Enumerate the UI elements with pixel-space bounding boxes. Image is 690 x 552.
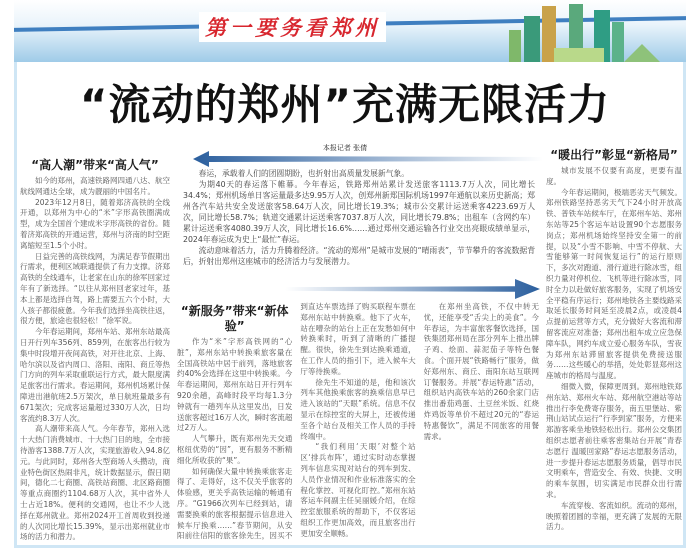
paragraph: 在郑州坐高铁，不仅中转无忧，还能享受“舌尖上的美食”。今年春运，为丰富旅客餐饮选择，国铁集团郑州局在部分列车上推出牌子鸡、烩面、蒜泥茄子等特色餐食。个面开展“铁路畅行”服务，做好郑州东、商丘、南阳东站互联网订餐服务。并展“春运特惠”活动，组织站内高铁车站的260余家门店推出番茄鸡蛋、土豆丝米饭、红烧炸鸡饭等单价不超过20元的“春运特惠餐饮”，满足不同旅客的用餐需求。 <box>423 302 539 441</box>
paragraph: 人气攀升，既有郑州先天交通枢纽优势的“因”，更有服务不断精细化所收获的“果”。 <box>177 434 293 465</box>
paragraph: 徐先生不知道的是，他和该次列车其他换乘旅客的换乘信息早已进入该站的“天眼”系统。信息不仅显示在综控室的大屏上，还被传递至各个站台及相关工作人员的手持终端中。 <box>300 377 416 441</box>
section-heading: “高人潮”带来“高人气” <box>31 158 159 172</box>
intro-text <box>183 168 535 267</box>
paragraph: 作为“米”字形高铁网的“心脏”，郑州东站中转换乘旅客量在全国高铁站中居于前列，落地旅客约40%会选择在这里中转换乘。今年春运期间，郑州东站日开行列车920余趟，高峰时段平均每1.3分钟就有一趟列车从这里发出，日发送旅客超过16万人次，瞬时客流超过2万人。 <box>177 337 293 433</box>
paragraph: 为期40天的春运落下帷幕。今年春运，铁路郑州站累计发送旅客1113.7万人次，同比增长34.4%；郑州机场单日客运量最多达9.95万人次，创郑州新郑国际机场1997年通航以来历史新高；郑州各汽车站共安全发送旅客58.64万人次，同比增长19.3%；城市公交累计运送乘客4223.69万人次，同比增长58.7%；轨道交通累计运送乘客7037.8万人次，同比增长79.8%；出租车（含网约车）累计运送乘客4080.39万人次，同比增长16.6%……通过郑州交通运输各行业交出亮眼成绩单显示，2024年春运成为史上“最忙”春运。 <box>183 180 535 244</box>
paragraph: 今年春运期间，郑州车站、郑州东站最高日开行列车356列、859列，在旅客出行较为集中时段增开夜间高铁，对开往北京、上海、哈尔滨以及省内周口、洛阳、南阳、商丘等热门方向的列车采取重联运行方式，最大限度满足旅客出行需求。春运期间，郑州机场累计保障进出港航班2.5万架次，单日航班量最多有671架次；完成客运量超过330万人次，日均客流约8.3万人次。 <box>20 327 170 423</box>
headline: “流动的郑州”充满无限活力 <box>79 80 611 129</box>
column-1 <box>20 156 170 543</box>
arrow-left-icon <box>193 151 543 167</box>
paragraph: 2023年12月8日，随着郑济高铁的全线开通，以郑州为中心的“米”字形高铁圈满成型，成为全国首个建成米字形高铁的省份。随着济郑高铁的开通运营，郑州与济南的时空距离缩短至1.5个小时。 <box>20 197 170 250</box>
section-heading: “暖出行”彰显“新格局” <box>550 148 678 162</box>
column-right <box>546 146 682 533</box>
paragraph: 城市发展不仅要有高度，更要有温度。 <box>546 166 682 186</box>
paragraph: 日益完善的高铁线网，为满足春节假期出行需求，便利区域联通提供了有力支撑。济郑高铁的全线通车，让老家在山东的徐军回家过年有了新选择。“以往从郑州回老家过年，基本上都是选择自驾，路上需要五六个小时，大人孩子都很疲惫。今年我们选择坐高铁往返，很方便，旅途也很轻松！”徐军说。 <box>20 251 170 326</box>
banner-title: 第一要务看郑州 <box>199 12 386 42</box>
paragraph: 车流穿梭、客流如织。流动的郑州，映照着团圆的幸福，更充满了发展的无限活力。 <box>546 500 682 532</box>
paragraph: 如何确保大量中转换乘旅客走得了、走得好，这不仅关乎旅客的体验感，更关乎高铁运输的畅通有序。“G1966次列车已经到站，请需要换乘的旅客根据提示信息进入候车厅换乘……”春节期间，从安阳前往信阳的旅客徐先生，因买不到直达车票选择了购买联程车票在郑州东站中转换乘。他下了火车，站在嘈杂的站台上正在发愁如何中转换乘时，听到了清晰的广播提醒。很快，徐先生到达换乘通道，在工作人员的指引下，进入候车大厅等待换乘。 <box>177 302 416 541</box>
section-banner <box>14 0 686 62</box>
paragraph: “我们利用‘天眼’对整个站区‘排兵布阵’，通过实时动态掌握列车信息实现对站台的列车到发、人员作业情况和作业标准落实的全程化掌控、可视化盯控。”郑州东站客运车间副主任吴丽媛介绍，在综控室旅服系统的帮助下，不仅客运组织工作更加高效，而且旅客出行更加安全顺畅。 <box>300 442 416 538</box>
columns-middle <box>177 302 539 544</box>
paragraph: 如今的郑州，高速铁路网四通八达、航空航线网通达全球，成为靓丽的中国名片。 <box>20 176 170 196</box>
paragraph: 流动意味着活力，活力升腾着经济。“流动的郑州”是城市发展的“晴雨表”，节节攀升的客流数据背后，折射出郑州这座城市的经济活力与发展潜力。 <box>183 246 535 266</box>
paragraph: 高人潮带来高人气。今年春节，郑州入选十大热门消费城市、十大热门目的地，全市接待游客1388.7万人次，实现旅游收入94.8亿元。与此同时，郑州各大型商场人头攒动，商业特色街区热闹非凡，统计数据显示，假日期间，德化二七商圈、高铁站商圈、北区路商圈等重点商圈约1104.68万人次，其中省外人士占近18%。便利的交通网，也让不少人选择在郑州就业。郑州2024开工首周收到投递的人次同比增长15.39%，显示出郑州就业市场的活力和潜力。 <box>20 424 170 542</box>
intro-box <box>175 145 545 300</box>
paragraph: 春运，承载着人们的团圆期盼，也折射出高质量发展新气象。 <box>198 169 410 178</box>
city-skyline-icon <box>494 2 669 62</box>
section-heading: “新服务”带来“新体验” <box>180 304 289 333</box>
paragraph: 细微入微，保障更周到。郑州地铁郑州东站、郑州火车站、郑州航空港站等站推出行李免费寄存服务，南五里堡站、紫荆山站试点运行“行李到家”服务，方便来郑游客乘坐地铁轻松出行。郑州公交集团组织志愿者前往乘客密集站台开展“青春志愿行 温暖回家路”春运志愿服务活动，进一步提升春运志愿服务质量，倡导市民文明乘车，营造安全、有效、快捷、文明的乘车氛围，切实满足市民群众出行需求。 <box>546 381 682 499</box>
arrow-right-icon <box>175 279 540 299</box>
byline: 本报记者 张倩 <box>322 144 368 152</box>
paragraph: 今年春运期间，极端恶劣天气频发。郑州铁路坚持恶劣天气下24小时开放高铁、普铁车站候车厅，在郑州车站、郑州东站等25个客运车站设置90个志愿服务岗点；郑州机场始终坚持安全第一的前提，以及“小雪不影响、中雪不停航、大雪能够第一时间恢复运行”的运行原则下，多次对跑道、滑行道进行除冰雪，组织力量对停机位、飞机等进行除冰雪，同时全力以赴做好旅客服务，实现了机场安全平稳有序运行；郑州地铁各主要线路采取延长服务时间延至凌晨2点，或凌晨4点提前运营等方式，充分做好大客流和滞留客流应对准备；郑州出租车成立应急保障车队，网约车成立爱心服务车队，雪夜为郑州东站滞留旅客提供免费接送服务……这些暖心的举措，处处彰显郑州这座城市的格局与温度。 <box>546 187 682 381</box>
